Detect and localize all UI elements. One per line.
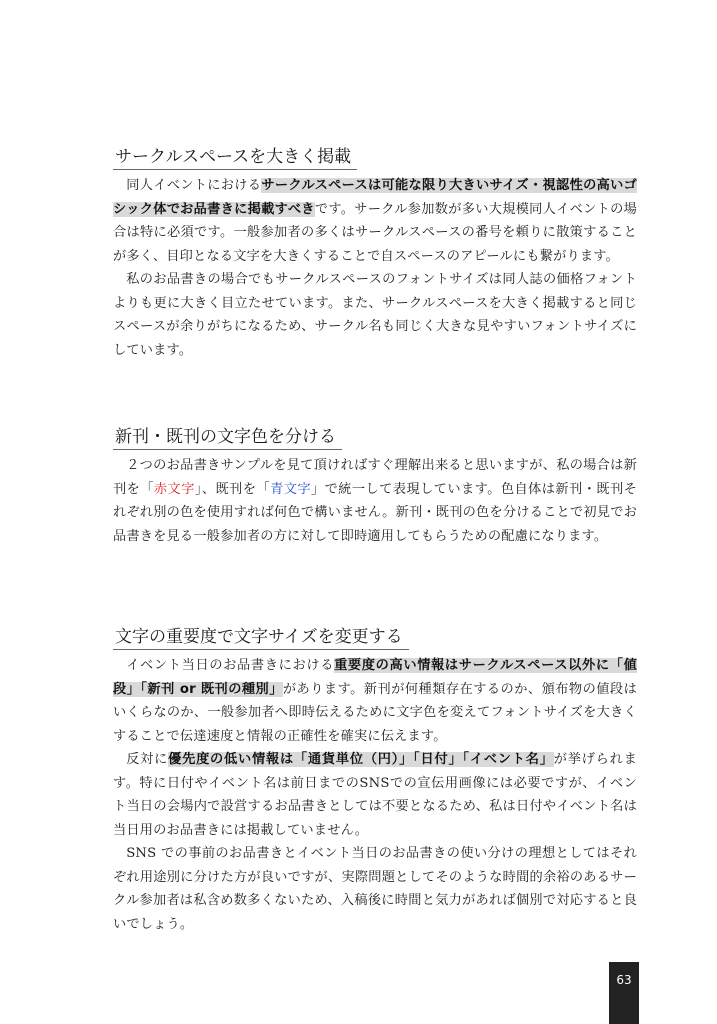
paragraph-text: があります。新刊が何種類存在するのか、頒布物の値段はいくらなのか、一般参加者へ即時伝えるために文字色を変えてフォントサイズを大きくすることで伝達速度と情報の正確性を確実に伝えます。 [113,681,637,744]
paragraph-text: 同人イベントにおける [126,178,262,193]
highlighted-text: サークルスペースは可能な限り大きいサイズ・視認性の高いゴシック体でお品書きに掲載すべき [113,178,638,217]
paragraph [113,748,637,842]
paragraph [113,654,637,748]
section-heading: 新刊・既刊の文字色を分ける [113,426,342,450]
paragraph-text: 」、既刊を「 [194,481,271,497]
section-text-size [113,626,637,936]
page-number: 63 [616,973,632,987]
paragraph-text: ２つのお品書きサンプルを見て頂ければすぐ理解出来ると思いますが、私の場合は新刊を「 [113,458,637,497]
section-circle-space [113,146,637,362]
paragraph-text: イベント当日のお品書きにおける [126,658,335,673]
section-text-color [113,426,637,548]
paragraph-text: が挙げられます。特に日付やイベント名は前日までのSNSでの宣伝用画像には必要ですが、イベント当日の会場内で設営するお品書きとしては不要となるため、私は日付やイベント名は当日用のお品書きには掲載していません。 [113,752,637,838]
section-heading: サークルスペースを大きく掲載 [113,146,357,170]
highlighted-text: 優先度の低い情報は「通貨単位（円）」「日付」「イベント名」 [168,752,554,767]
paragraph: SNS での事前のお品書きとイベント当日のお品書きの使い分けの理想としてはそれぞれ用途別に分けた方が良いですが、実際問題としてそのような時間的余裕のあるサークル参加者は私含め数多くないため、入稿後に時間と気力があれば個別で対応すると良いでしょう。 [113,846,637,932]
blue-text-sample: 青文字 [270,481,311,497]
section-heading: 文字の重要度で文字サイズを変更する [113,626,409,650]
paragraph-text: です。サークル参加数が多い大規模同人イベントの場合は特に必須です。一般参加者の多くはサークルスペースの番号を頼りに散策することが多く、目印となる文字を大きくすることで自スペースのアピールにも繋がります。 [113,201,637,264]
paragraph-text: 」で統一して表現しています。色自体は新刊・既刊それぞれ別の色を使用すれば何色で構いません。新刊・既刊の色を分けることで初見でお品書きを見る一般参加者の方に対して即時適用してもらうための配慮になります。 [113,481,637,544]
paragraph: 私のお品書きの場合でもサークルスペースのフォントサイズは同人誌の価格フォントよりも更に大きく目立たせています。また、サークルスペースを大きく掲載すると同じスペースが余りがちになるため、サークル名も同じく大きな見やすいフォントサイズにしています。 [113,272,637,358]
paragraph-text: 反対に [126,752,169,767]
page-number-tab [609,962,639,1024]
paragraph [113,174,637,268]
highlighted-text: 重要度の高い情報はサークルスペース以外に「値段」「新刊 or 既刊の種別」 [113,658,638,697]
red-text-sample: 赤文字 [153,481,195,497]
paragraph [113,454,637,548]
